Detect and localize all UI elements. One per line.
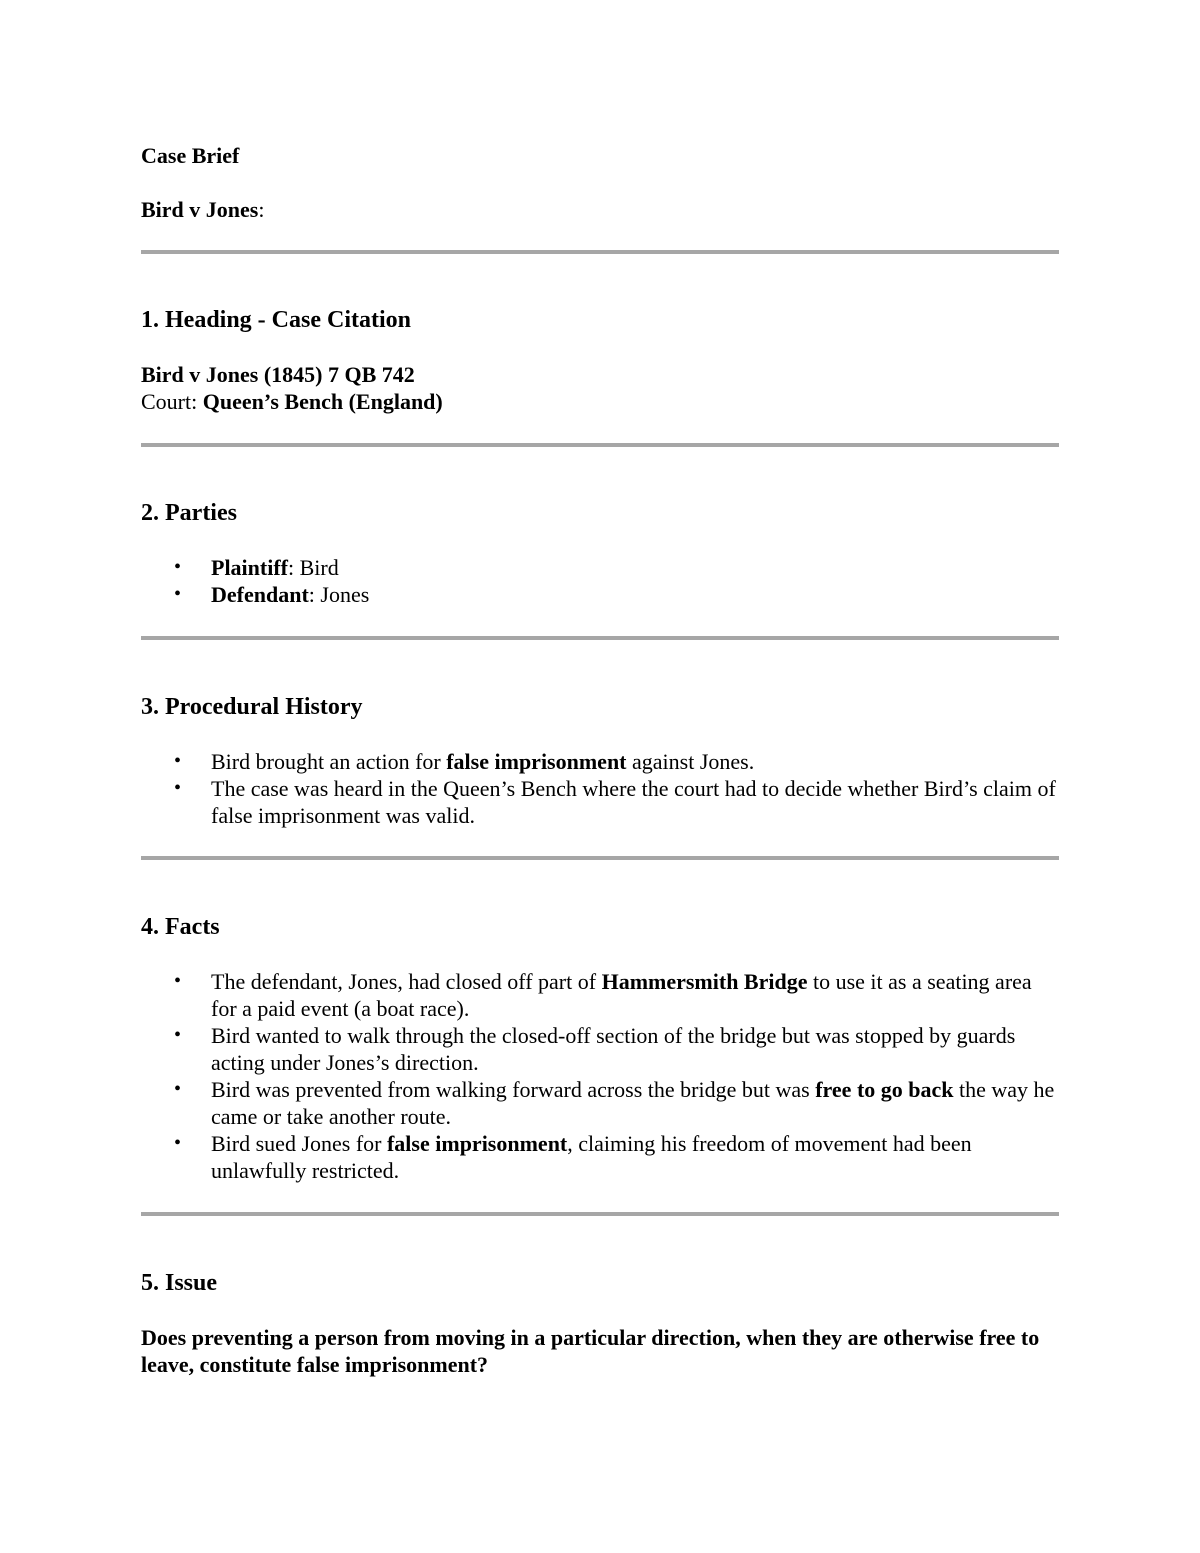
list-item	[141, 748, 1059, 775]
list-item	[141, 1130, 1059, 1184]
case-citation: Bird v Jones (1845) 7 QB 742	[141, 362, 415, 387]
issue-question: Does preventing a person from moving in a particular direction, when they are otherwise free to leave, constitute false imprisonment?	[141, 1325, 1040, 1377]
parties-list	[141, 554, 1059, 608]
text-run: the way he came or take another route.	[211, 1077, 1055, 1129]
bullet-icon: •	[174, 750, 182, 772]
section-citation	[141, 305, 1059, 415]
divider	[141, 443, 1059, 447]
text-run: The case was heard in the Queen’s Bench where the court had to decide whether Bird’s claim of false imprisonment was valid.	[211, 776, 1056, 828]
text-run: to use it as a seating area for a paid event (a boat race).	[211, 969, 1032, 1021]
bullet-icon: •	[174, 1132, 182, 1154]
bullet-icon: •	[174, 583, 182, 605]
plaintiff-value: : Bird	[288, 555, 339, 580]
divider	[141, 856, 1059, 860]
text-run: against Jones.	[626, 749, 755, 774]
bullet-icon: •	[174, 777, 182, 799]
text-run: , claiming his freedom of movement had been unlawfully restricted.	[211, 1131, 972, 1183]
case-name-row	[141, 196, 264, 223]
text-run-bold: false imprisonment	[386, 1131, 568, 1156]
bullet-icon: •	[174, 1078, 182, 1100]
divider	[141, 636, 1059, 640]
section-title: 1. Heading - Case Citation	[141, 307, 411, 333]
text-run: Bird brought an action for	[211, 749, 447, 774]
list-item	[141, 1022, 1059, 1076]
text-run-bold: false imprisonment	[446, 749, 627, 774]
case-name-colon: :	[258, 197, 265, 222]
defendant-label: Defendant	[211, 582, 309, 607]
list-item	[141, 581, 1059, 608]
plaintiff-label: Plaintiff	[211, 555, 288, 580]
section-issue	[141, 1268, 1059, 1378]
section-facts	[141, 912, 1059, 1184]
divider	[141, 250, 1059, 254]
section-title: 4. Facts	[141, 914, 220, 940]
bullet-icon: •	[174, 970, 182, 992]
procedural-list	[141, 748, 1059, 829]
list-item	[141, 968, 1059, 1022]
doc-type-label: Case Brief	[141, 143, 240, 168]
text-run: Bird wanted to walk through the closed-off section of the bridge but was stopped by guards acting under Jones’s direction.	[211, 1023, 1016, 1075]
text-run: The defendant, Jones, had closed off part of	[211, 969, 602, 994]
section-parties	[141, 498, 1059, 608]
divider	[141, 1212, 1059, 1216]
court-value: Queen’s Bench (England)	[202, 389, 443, 414]
text-run-bold: free to go back	[815, 1077, 954, 1102]
section-title: 5. Issue	[141, 1270, 218, 1296]
court-label: Court:	[141, 389, 203, 414]
facts-list	[141, 968, 1059, 1184]
list-item	[141, 1076, 1059, 1130]
defendant-value: : Jones	[308, 582, 370, 607]
doc-header	[141, 142, 239, 169]
bullet-icon: •	[174, 1024, 182, 1046]
text-run: Bird sued Jones for	[211, 1131, 387, 1156]
case-name: Bird v Jones	[141, 197, 259, 222]
list-item	[141, 775, 1059, 829]
section-title: 2. Parties	[141, 500, 237, 526]
list-item	[141, 554, 1059, 581]
text-run-bold: Hammersmith Bridge	[601, 969, 808, 994]
section-procedural-history	[141, 692, 1059, 829]
section-title: 3. Procedural History	[141, 694, 363, 720]
bullet-icon: •	[174, 556, 182, 578]
text-run: Bird was prevented from walking forward across the bridge but was	[211, 1077, 816, 1102]
court-line	[141, 388, 1059, 415]
